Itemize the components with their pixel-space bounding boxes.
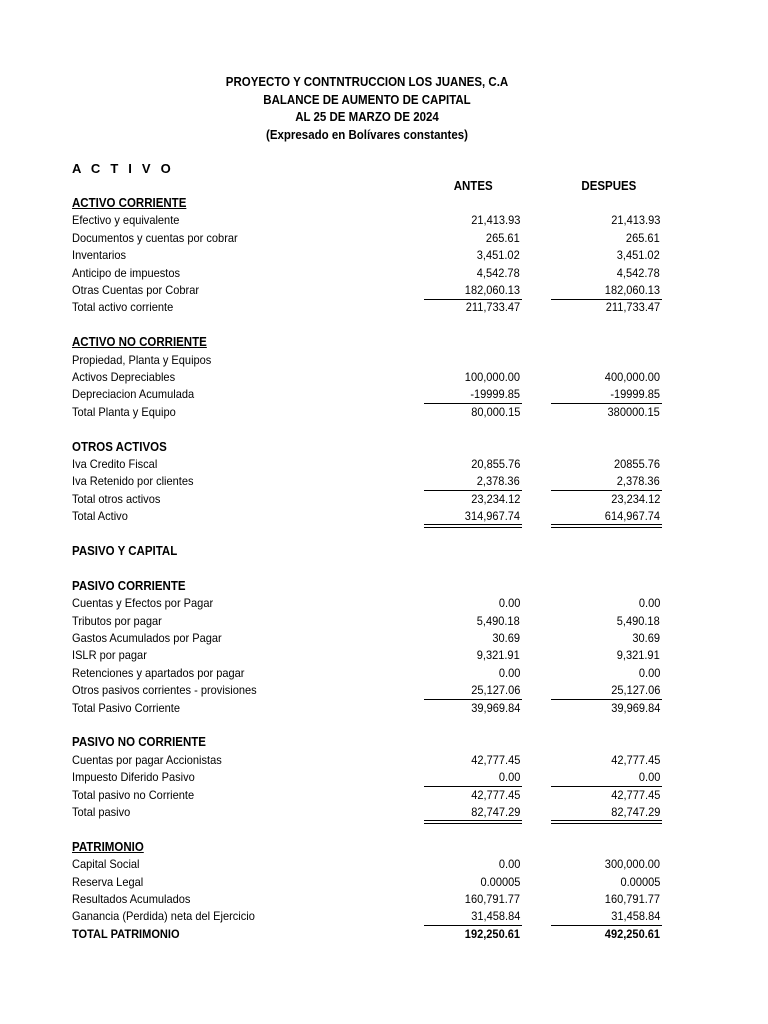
value-despues: 380000.15 <box>607 404 660 419</box>
activo-heading: A C T I V O <box>72 161 174 176</box>
row-label: Otros pasivos corrientes - provisiones <box>72 683 257 698</box>
section-heading: ACTIVO CORRIENTE <box>72 196 187 210</box>
double-underline-rule <box>551 820 662 824</box>
table-row <box>72 369 672 386</box>
row-label: Tributos por pagar <box>72 613 162 628</box>
value-despues: 20855.76 <box>613 457 660 471</box>
row-label: Iva Credito Fiscal <box>72 457 158 471</box>
value-despues: 3,451.02 <box>617 248 660 263</box>
row-label: Retenciones y apartados por pagar <box>72 665 245 680</box>
table-row <box>72 473 672 490</box>
value-despues: 4,542.78 <box>617 265 660 280</box>
table-row <box>72 769 672 786</box>
table-row <box>72 613 672 630</box>
value-antes: 0.00 <box>498 770 520 785</box>
value-despues: 42,777.45 <box>610 787 660 802</box>
section-heading-row <box>72 734 672 751</box>
double-underline-rule <box>551 524 662 528</box>
row-label: Depreciacion Acumulada <box>72 387 195 402</box>
value-despues: 265.61 <box>626 230 660 245</box>
section-heading-row <box>72 543 672 560</box>
value-despues: 614,967.74 <box>604 509 660 524</box>
table-row <box>72 700 672 717</box>
value-despues: 82,747.29 <box>610 805 660 819</box>
value-antes: -19999.85 <box>470 387 520 402</box>
row-label: Ganancia (Perdida) neta del Ejercicio <box>72 909 255 924</box>
value-antes: 182,060.13 <box>464 283 520 297</box>
row-label: Total Planta y Equipo <box>72 404 176 419</box>
row-label: Inventarios <box>72 248 127 263</box>
row-label: Total pasivo no Corriente <box>72 787 195 802</box>
section-heading-row <box>72 334 672 351</box>
report-title: BALANCE DE AUMENTO DE CAPITAL <box>263 92 471 107</box>
value-antes: 4,542.78 <box>477 265 520 280</box>
table-row <box>72 299 672 316</box>
value-antes: 23,234.12 <box>470 491 520 506</box>
value-antes: 21,413.93 <box>470 213 520 228</box>
column-header-antes: ANTES <box>453 179 493 193</box>
value-antes: 31,458.84 <box>470 909 520 924</box>
row-label: Anticipo de impuestos <box>72 265 181 280</box>
value-despues: 39,969.84 <box>610 700 660 715</box>
table-row <box>72 787 672 804</box>
table-row <box>72 665 672 682</box>
value-antes: 314,967.74 <box>464 509 520 524</box>
section-heading-row <box>72 195 672 212</box>
value-despues: 300,000.00 <box>604 857 660 872</box>
report-date: AL 25 DE MARZO DE 2024 <box>295 110 439 124</box>
value-despues: 492,250.61 <box>604 926 660 941</box>
table-row <box>72 456 672 473</box>
company-name: PROYECTO Y CONTNTRUCCION LOS JUANES, C.A <box>225 75 509 89</box>
table-row <box>72 212 672 229</box>
value-antes: 265.61 <box>486 230 520 245</box>
value-despues: 25,127.06 <box>610 683 660 698</box>
value-despues: 23,234.12 <box>610 491 660 506</box>
section-heading-row <box>72 839 672 856</box>
table-row <box>72 508 672 525</box>
row-label: Capital Social <box>72 857 140 872</box>
table-row <box>72 265 672 282</box>
currency-note: (Expresado en Bolívares constantes) <box>266 127 468 142</box>
table-row <box>72 595 672 612</box>
section-heading-row <box>72 439 672 456</box>
value-despues: 30.69 <box>632 631 660 645</box>
table-row <box>72 682 672 699</box>
value-despues: 182,060.13 <box>604 283 660 297</box>
value-antes: 192,250.61 <box>464 926 520 941</box>
value-despues: 31,458.84 <box>610 909 660 924</box>
value-despues: 0.00 <box>638 665 660 680</box>
row-label: Propiedad, Planta y Equipos <box>72 352 212 367</box>
section-heading: OTROS ACTIVOS <box>72 439 167 454</box>
table-row <box>72 752 672 769</box>
value-antes: 0.00 <box>498 857 520 872</box>
table-row <box>72 926 672 943</box>
section-heading: PASIVO NO CORRIENTE <box>72 735 206 750</box>
value-despues: 2,378.36 <box>617 474 660 489</box>
table-row <box>72 247 672 264</box>
value-despues: 160,791.77 <box>604 892 660 906</box>
value-antes: 0.00 <box>498 665 520 680</box>
section-heading: ACTIVO NO CORRIENTE <box>72 335 207 350</box>
row-label: Cuentas y Efectos por Pagar <box>72 596 214 611</box>
table-row <box>72 874 672 891</box>
value-despues: 211,733.47 <box>605 300 660 315</box>
table-row <box>72 891 672 908</box>
value-antes: 9,321.91 <box>477 648 520 663</box>
value-antes: 211,733.47 <box>465 300 520 315</box>
table-row <box>72 491 672 508</box>
table-row <box>72 352 672 369</box>
section-heading: PATRIMONIO <box>72 839 144 854</box>
row-label: Cuentas por pagar Accionistas <box>72 752 222 767</box>
section-heading: PASIVO CORRIENTE <box>72 578 186 593</box>
row-label: ISLR por pagar <box>72 648 147 663</box>
value-antes: 80,000.15 <box>470 404 520 419</box>
row-label: Iva Retenido por clientes <box>72 474 194 489</box>
table-row <box>72 230 672 247</box>
row-label: Resultados Acumulados <box>72 892 191 906</box>
row-label: Activos Depreciables <box>72 370 176 384</box>
value-antes: 160,791.77 <box>464 892 520 906</box>
section-heading: PASIVO Y CAPITAL <box>72 544 178 558</box>
value-despues: -19999.85 <box>610 387 660 402</box>
row-label: Documentos y cuentas por cobrar <box>72 230 238 245</box>
value-antes: 39,969.84 <box>470 700 520 715</box>
row-label: Gastos Acumulados por Pagar <box>72 631 222 645</box>
value-despues: 5,490.18 <box>617 613 660 628</box>
table-row <box>72 856 672 873</box>
section-heading-row <box>72 578 672 595</box>
value-antes: 0.00 <box>498 596 520 611</box>
row-label: Total otros activos <box>72 491 161 506</box>
double-underline-rule <box>424 524 522 528</box>
value-antes: 0.00005 <box>480 874 520 889</box>
value-antes: 30.69 <box>492 631 520 645</box>
value-antes: 42,777.45 <box>470 752 520 767</box>
table-row <box>72 282 672 299</box>
value-antes: 82,747.29 <box>470 805 520 819</box>
row-label: Reserva Legal <box>72 874 144 889</box>
table-row <box>72 908 672 925</box>
value-despues: 9,321.91 <box>617 648 660 663</box>
row-label: Total activo corriente <box>72 300 174 315</box>
table-row <box>72 386 672 403</box>
value-antes: 20,855.76 <box>470 457 520 471</box>
value-despues: 42,777.45 <box>610 752 660 767</box>
value-despues: 0.00 <box>638 770 660 785</box>
value-despues: 400,000.00 <box>604 370 660 384</box>
value-antes: 2,378.36 <box>477 474 520 489</box>
value-antes: 5,490.18 <box>477 613 520 628</box>
value-antes: 3,451.02 <box>477 248 520 263</box>
value-antes: 25,127.06 <box>470 683 520 698</box>
double-underline-rule <box>424 820 522 824</box>
table-row <box>72 630 672 647</box>
row-label: Total Activo <box>72 509 128 524</box>
value-despues: 21,413.93 <box>610 213 660 228</box>
table-row <box>72 404 672 421</box>
row-label: Total Pasivo Corriente <box>72 700 180 715</box>
row-label: Otras Cuentas por Cobrar <box>72 283 200 297</box>
column-header-despues: DESPUES <box>581 179 637 193</box>
value-despues: 0.00005 <box>620 874 660 889</box>
value-antes: 42,777.45 <box>470 787 520 802</box>
row-label: Total pasivo <box>72 805 131 819</box>
row-label: TOTAL PATRIMONIO <box>72 926 180 941</box>
row-label: Efectivo y equivalente <box>72 213 180 228</box>
row-label: Impuesto Diferido Pasivo <box>72 770 195 785</box>
value-despues: 0.00 <box>638 596 660 611</box>
table-row <box>72 647 672 664</box>
table-row <box>72 804 672 821</box>
value-antes: 100,000.00 <box>464 370 520 384</box>
